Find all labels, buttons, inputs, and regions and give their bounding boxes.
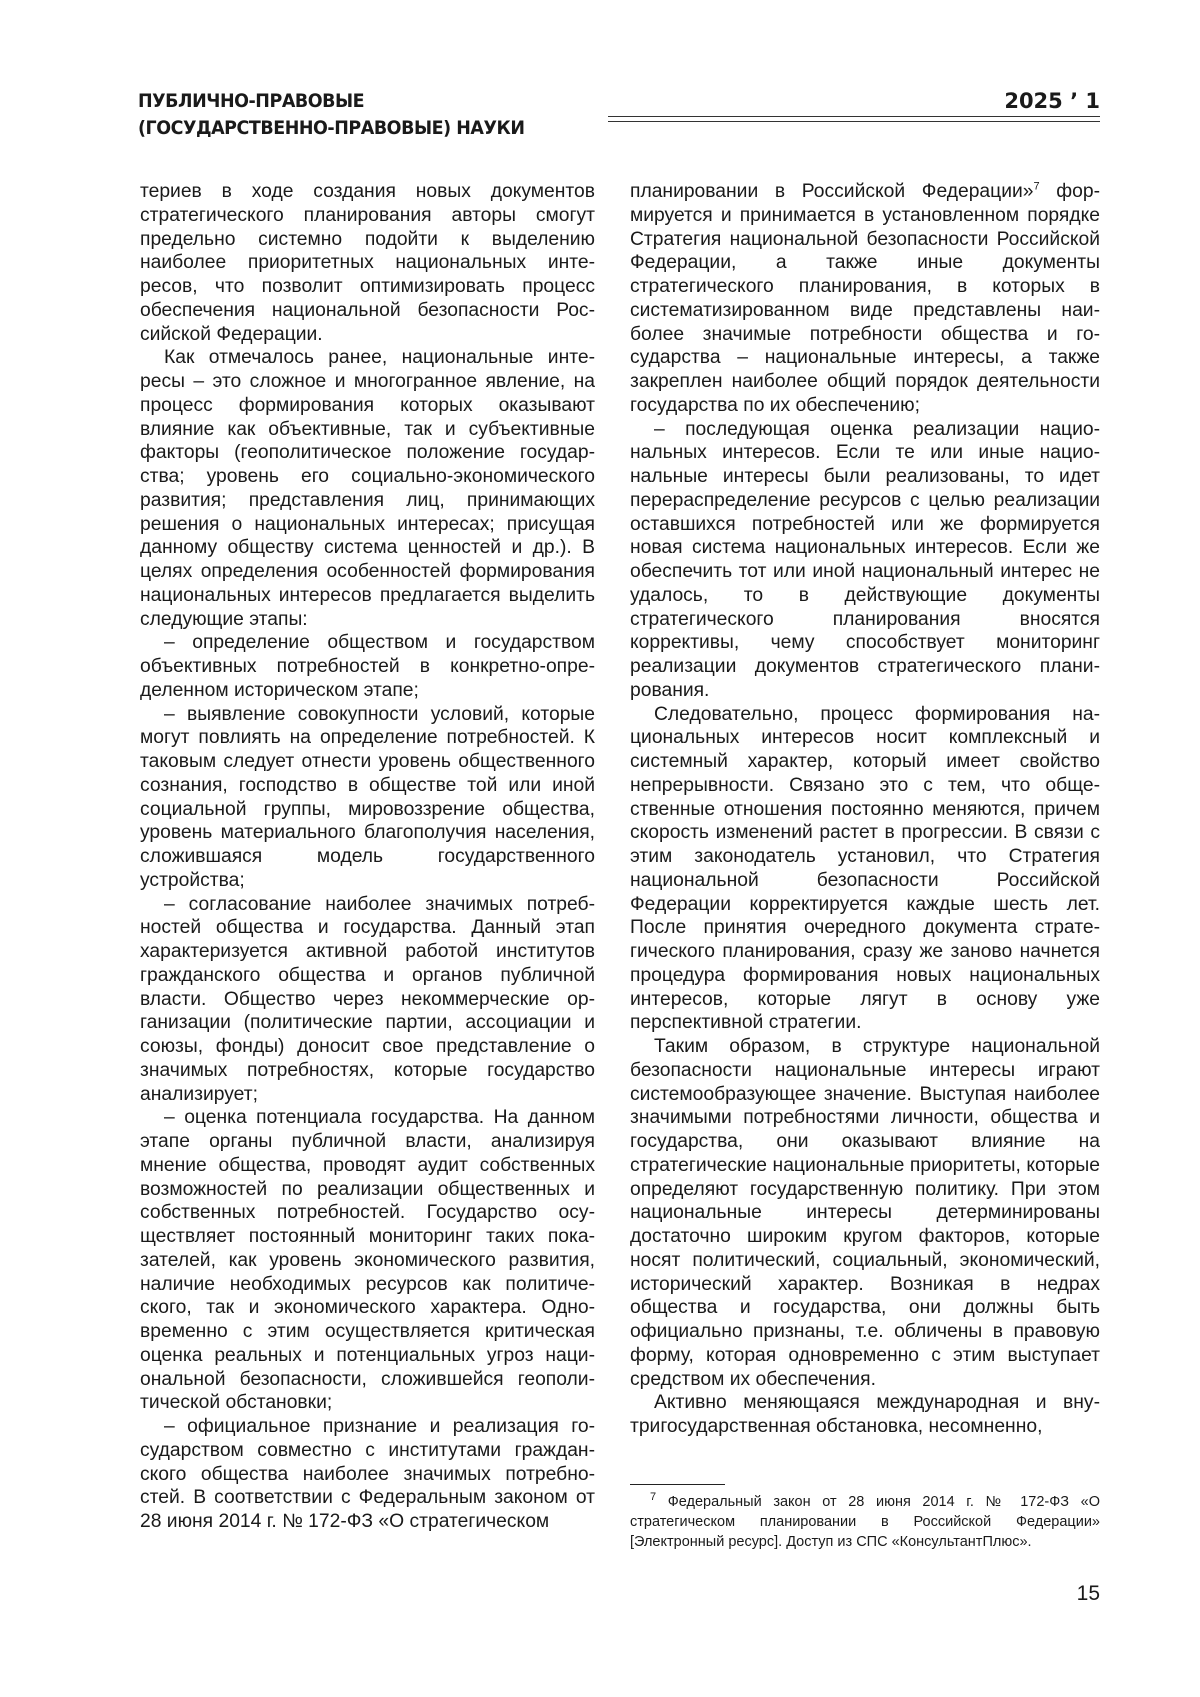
list-item: – последующая оценка реализации национальных интересов. Если те или иные национальные интересы были реализованы, то идет перераспределение ресурсов с целью реализации оставшихся потребностей или же формируется новая система национальных интересов. Если же обеспечить тот или иной национальный интерес не удалось, то в действующие документы стратегического планирования вносятся коррективы, чему способствует мониторинг реализации документов стратегического планирования. — [630, 418, 1100, 701]
list-item: – определение обществом и государством объективных потребностей в конкретно-определенном историческом этапе; — [140, 632, 595, 701]
list-item: – официальное признание и реализация государством совместно с институтами гражданского общества наиболее значимых потребностей. В соответствии с Федеральным законом от 28 июня 2014 г. № 172-ФЗ «О стратегическом — [140, 1416, 595, 1532]
paragraph: Таким образом, в структуре национальной безопасности национальные интересы играют системообразующее значение. Выступая наиболее значимыми потребностями личности, общества и государства, они оказывают влияние на стратегические национальные приоритеты, которые определяют государственную политику. При этом национальные интересы детерминированы достаточно широким кругом факторов, которые носят политический, социальный, экономический, исторический характер. Возникая в недрах общества и государства, они должны быть официально признаны, т.е. обличены в правовую форму, которая одновременно с этим выступает средством их обеспечения. — [630, 1036, 1100, 1390]
paragraph-text: планировании в Российской Федерации» — [630, 181, 1034, 202]
issue-number: 2025 ’ 1 — [1004, 89, 1100, 113]
footnote — [630, 1492, 1100, 1552]
header-rule-bottom — [608, 121, 1100, 122]
header-rule-top — [608, 116, 1100, 117]
section-title-line-1: ПУБЛИЧНО-ПРАВОВЫЕ — [138, 90, 365, 112]
paragraph: Активно меняющаяся международная и внутригосударственная обстановка, несомненно, — [630, 1392, 1100, 1437]
running-header-section — [138, 88, 524, 142]
page-number: 15 — [1076, 1582, 1100, 1605]
footnote-text: Федеральный закон от 28 июня 2014 г. № 172-ФЗ «О стратегическом планировании в Российской Федерации» [Электронный ресурс]. Доступ из СПС «КонсультантПлюс». — [630, 1494, 1100, 1550]
paragraph-text: формируется и принимается в установленном порядке Стратегия национальной безопасности Российской Федерации, а также иные документы стратегического планирования, в которых в систематизированном виде представлены наиболее значимые потребности общества и государства – национальные интересы, а также закреплен наиболее общий порядок деятельности государства по их обеспечению; — [630, 181, 1100, 416]
list-item: – согласование наиболее значимых потребностей общества и государства. Данный этап характеризуется активной работой институтов гражданского общества и органов публичной власти. Общество через некоммерческие организации (политические партии, ассоциации и союзы, фонды) доносит свое представление о значимых потребностях, которые государство анализирует; — [140, 893, 595, 1105]
list-item: – оценка потенциала государства. На данном этапе органы публичной власти, анализируя мнение общества, проводят аудит собственных возможностей по реализации общественных и собственных потребностей. Государство осуществляет постоянный мониторинг таких показателей, как уровень экономического развития, наличие необходимых ресурсов как политического, так и экономического характера. Одновременно с этим осуществляется критическая оценка реальных и потенциальных угроз национальной безопасности, сложившейся геополитической обстановки; — [140, 1107, 595, 1414]
paragraph — [630, 180, 1100, 418]
right-column — [630, 180, 1100, 1439]
paragraph: Следовательно, процесс формирования национальных интересов носит комплексный и системный характер, который имеет свойство непрерывности. Связано это с тем, что общественные отношения постоянно меняются, причем скорость изменений растет в прогрессии. В связи с этим законодатель установил, что Стратегия национальной безопасности Российской Федерации корректируется каждые шесть лет. После принятия очередного документа стратегического планирования, сразу же заново начнется процедура формирования новых национальных интересов, которые лягут в основу уже перспективной стратегии. — [630, 703, 1100, 1034]
paragraph: Как отмечалось ранее, национальные интересы – это сложное и многогранное явление, на процесс формирования которых оказывают влияние как объективные, так и субъективные факторы (геополитическое положение государства; уровень его социально-экономического развития; представления лиц, принимающих решения о национальных интересах; присущая данному обществу система ценностей и др.). В целях определения особенностей формирования национальных интересов предлагается выделить следующие этапы: — [140, 347, 595, 630]
section-title-line-2: (ГОСУДАРСТВЕННО-ПРАВОВЫЕ) НАУКИ — [138, 117, 525, 139]
footnote-marker: 7 — [650, 1491, 657, 1504]
paragraph: териев в ходе создания новых документов стратегического планирования авторы смогут предельно системно подойти к выделению наиболее приоритетных национальных интересов, что позволит оптимизировать процесс обеспечения национальной безопасности Российской Федерации. — [140, 181, 595, 345]
footnote-separator — [630, 1484, 725, 1485]
left-column — [140, 180, 595, 1534]
footnote-reference[interactable]: 7 — [1033, 180, 1040, 193]
list-item: – выявление совокупности условий, которые могут повлиять на определение потребностей. К таковым следует отнести уровень общественного сознания, господство в обществе той или иной социальной группы, мировоззрение общества, уровень материального благополучия населения, сложившаяся модель государственного устройства; — [140, 703, 595, 891]
